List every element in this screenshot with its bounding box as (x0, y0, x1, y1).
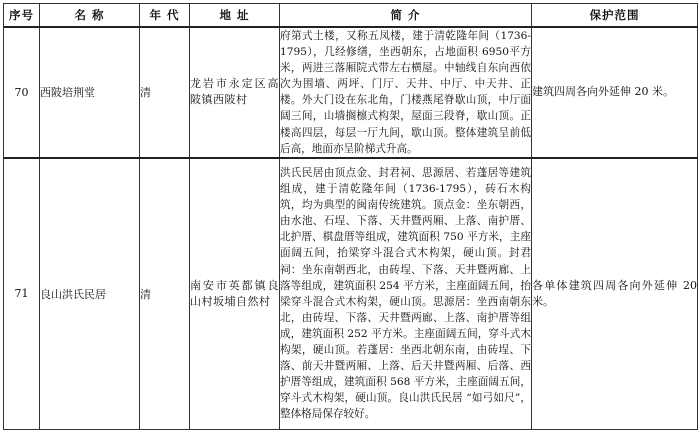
header-address: 地 址 (190, 4, 280, 28)
cell-address: 南安市英都镇良山村坂埔自然村 (190, 158, 280, 430)
header-description: 简 介 (280, 4, 532, 28)
cell-seq: 71 (4, 158, 40, 430)
cell-description: 洪氏民居由顶点金、封君祠、思源居、若蓬居等建筑组成，建于清乾隆年间（1736-1795），砖石木构筑，均为典型的闽南传统建筑。顶点金：坐东朝西，由水池、石埕、下落、天井暨两厢、上落、南护厝、北护厝、棋盘厝等组成，建筑面积 750 平方米，主座面阔五间，抬梁穿斗混合式木构架，硬山顶。封君祠：坐东南朝西北，由砖埕、下落、天井暨两廊、上落等组成，建筑面积 254 平方米，主座面阔五间，抬梁穿斗混合式木构架，硬山顶。思源居：坐西南朝东北，由砖埕、下落、天井暨两廊、上落、南护厝等组成，建筑面积 252 平方米。主座面阔五间，穿斗式木构架，硬山顶。若蓬居：坐西北朝东南，由砖埕、下落、前天井暨两厢、上落、后天井暨两厢、后落、西护厝等组成，建筑面积 568 平方米，主座面阔五间，穿斗式木构架，硬山顶。良山洪氏民居 “如弓如尺”，整体格局保存较好。 (280, 158, 532, 430)
cell-description: 府第式土楼，又称五凤楼，建于清乾隆年间（1736-1795），几经修缮，坐西朝东，占地面积 6950平方米，两进三落厢院式带左右横屋。中轴线自东向西依次为围墙、两坪、门厅、天井、中厅、中天井、正楼。外大门设在东北角，门楼燕尾脊歇山顶，中厅面阔三间，山墙搁檩式构架，屋面三段脊，歇山顶。正楼高四层，每层一厅九间，歇山顶。整体建筑呈前低后高，地面亦呈阶梯式升高。 (280, 27, 532, 158)
table-row (4, 158, 698, 430)
header-row (4, 4, 698, 28)
header-era: 年 代 (140, 4, 190, 28)
cell-address: 龙岩市永定区高陂镇西陂村 (190, 27, 280, 158)
header-seq: 序号 (4, 4, 40, 28)
header-scope: 保护范围 (532, 4, 698, 28)
cell-scope: 各单体建筑四周各向外延伸 20 米。 (532, 158, 698, 430)
header-name: 名 称 (40, 4, 140, 28)
cell-era: 清 (140, 158, 190, 430)
cell-scope: 建筑四周各向外延伸 20 米。 (532, 27, 698, 158)
heritage-table (3, 3, 698, 430)
cell-seq: 70 (4, 27, 40, 158)
cell-era: 清 (140, 27, 190, 158)
table-body (4, 27, 698, 429)
table-header (4, 4, 698, 28)
cell-name: 良山洪氏民居 (40, 158, 140, 430)
table-row (4, 27, 698, 158)
cell-name: 西陂培荆堂 (40, 27, 140, 158)
